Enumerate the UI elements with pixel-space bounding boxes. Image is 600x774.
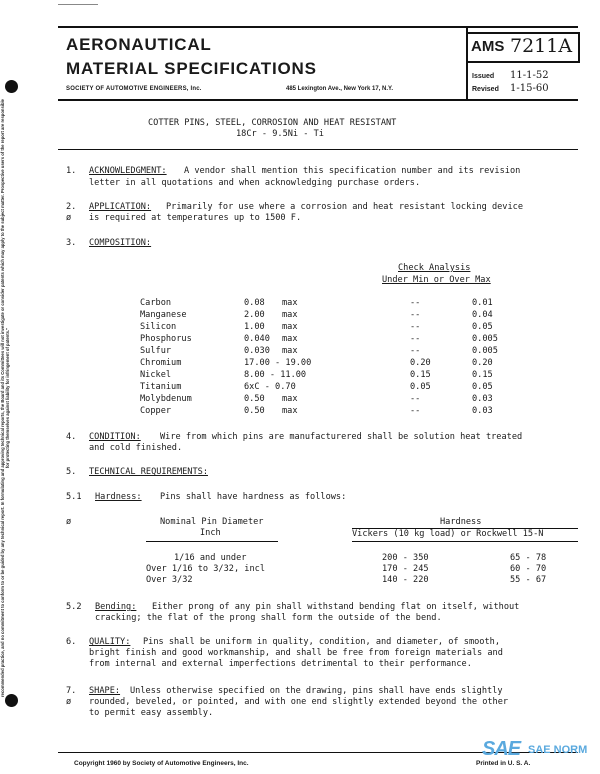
section-2-revision-mark: ø xyxy=(66,213,72,223)
comp-over-max: 0.005 xyxy=(472,346,498,356)
side-legal-notice: recommended practice, and no commitment to conform to or be guided by any technical report. In formulating and approving technical reports, the Board and its Committees will not investigate or consider patents which may apply to the subject matter. Prospective users of the report are responsible for protecting themselves against liability for infringement of patents." xyxy=(0,99,11,697)
section-5-2-line1: Either prong of any pin shall withstand bending flat on itself, without xyxy=(152,602,520,612)
comp-element: Sulfur xyxy=(140,346,172,356)
comp-element: Titanium xyxy=(140,382,182,392)
header-bottom-rule xyxy=(58,99,578,101)
comp-element: Phosphorus xyxy=(140,334,192,344)
section-1-line1: A vendor shall mention this specification number and its revision xyxy=(184,166,521,176)
title-rule xyxy=(58,149,578,150)
comp-limit: max xyxy=(282,310,298,320)
section-3-heading: COMPOSITION: xyxy=(89,238,152,248)
comp-over-max: 0.04 xyxy=(472,310,493,320)
comp-value: 1.00 xyxy=(244,322,265,332)
comp-limit: max xyxy=(282,406,298,416)
society-name: SOCIETY OF AUTOMOTIVE ENGINEERS, Inc. xyxy=(66,86,202,92)
comp-under-min: 0.15 xyxy=(410,370,431,380)
comp-value: 0.040 xyxy=(244,334,270,344)
section-3-number: 3. xyxy=(66,238,77,248)
hardness-col1-header-l2: Inch xyxy=(200,528,221,538)
section-5-heading: TECHNICAL REQUIREMENTS: xyxy=(89,467,208,477)
section-1-heading: ACKNOWLEDGMENT: xyxy=(89,166,167,176)
doc-title-line1: COTTER PINS, STEEL, CORROSION AND HEAT RESISTANT xyxy=(148,118,397,128)
comp-over-max: 0.03 xyxy=(472,406,493,416)
section-5-number: 5. xyxy=(66,467,77,477)
revised-date: 1-15-60 xyxy=(510,83,549,94)
comp-under-min: -- xyxy=(410,310,421,320)
comp-element: Molybdenum xyxy=(140,394,192,404)
footer-printed: Printed in U. S. A. xyxy=(476,760,531,767)
society-address: 485 Lexington Ave., New York 17, N.Y. xyxy=(286,86,394,92)
comp-value: 0.50 xyxy=(244,406,265,416)
section-7-line1: Unless otherwise specified on the drawing, pins shall have ends slightly xyxy=(130,686,503,696)
sae-norm-watermark: SAE NORM xyxy=(528,744,588,756)
section-5-1-text: Pins shall have hardness as follows: xyxy=(160,492,347,502)
section-2-line1: Primarily for use where a corrosion and heat resistant locking device xyxy=(166,202,523,212)
punch-hole-top xyxy=(5,80,18,93)
comp-over-max: 0.05 xyxy=(472,382,493,392)
hardness-vickers: 170 - 245 xyxy=(382,564,429,574)
hardness-col2-header: Hardness xyxy=(440,517,482,527)
comp-value: 8.00 - 11.00 xyxy=(244,370,307,380)
comp-over-max: 0.20 xyxy=(472,358,493,368)
comp-under-min: 0.05 xyxy=(410,382,431,392)
section-5-1-revision-mark: ø xyxy=(66,517,72,527)
hardness-col1-header-l1: Nominal Pin Diameter xyxy=(160,517,264,527)
comp-value: 0.030 xyxy=(244,346,270,356)
section-7-number: 7. xyxy=(66,686,77,696)
comp-limit: max xyxy=(282,394,298,404)
punch-hole-bottom xyxy=(5,694,18,707)
issued-label: Issued xyxy=(472,73,495,80)
comp-over-max: 0.15 xyxy=(472,370,493,380)
hardness-diameter: Over 1/16 to 3/32, incl xyxy=(146,564,265,574)
comp-value: 6xC - 0.70 xyxy=(244,382,296,392)
comp-limit: max xyxy=(282,322,298,332)
title-aeronautical: AERONAUTICAL xyxy=(66,35,212,54)
scan-mark xyxy=(58,4,98,5)
comp-element: Copper xyxy=(140,406,172,416)
comp-element: Chromium xyxy=(140,358,182,368)
comp-value: 0.50 xyxy=(244,394,265,404)
comp-over-max: 0.03 xyxy=(472,394,493,404)
section-4-heading: CONDITION: xyxy=(89,432,141,442)
section-6-line2: bright finish and good workmanship, and shall be free from foreign materials and xyxy=(89,648,503,658)
comp-limit: max xyxy=(282,334,298,344)
section-6-line3: from internal and external imperfections detrimental to their performance. xyxy=(89,659,472,669)
revised-label: Revised xyxy=(472,86,499,93)
hardness-col2-rule xyxy=(352,541,578,542)
title-material-specifications: MATERIAL SPECIFICATIONS xyxy=(66,59,317,78)
comp-element: Nickel xyxy=(140,370,172,380)
section-7-line3: to permit easy assembly. xyxy=(89,708,214,718)
comp-limit: max xyxy=(282,346,298,356)
header-top-rule xyxy=(58,26,578,28)
hardness-rockwell: 60 - 70 xyxy=(510,564,547,574)
section-7-line2: rounded, beveled, or pointed, and with one end slightly extended beyond the other xyxy=(89,697,509,707)
section-2-number: 2. xyxy=(66,202,77,212)
section-5-1-heading: Hardness: xyxy=(95,492,142,502)
hardness-rockwell: 65 - 78 xyxy=(510,553,547,563)
comp-under-min: -- xyxy=(410,346,421,356)
section-6-heading: QUALITY: xyxy=(89,637,131,647)
comp-element: Carbon xyxy=(140,298,172,308)
doc-title-line2: 18Cr - 9.5Ni - Ti xyxy=(236,129,324,139)
comp-under-min: -- xyxy=(410,322,421,332)
section-7-revision-mark: ø xyxy=(66,697,72,707)
hardness-vickers: 140 - 220 xyxy=(382,575,429,585)
comp-over-max: 0.005 xyxy=(472,334,498,344)
hardness-diameter: 1/16 and under xyxy=(174,553,247,563)
under-over-header: Under Min or Over Max xyxy=(382,275,491,285)
ams-label: AMS xyxy=(471,38,505,55)
comp-under-min: -- xyxy=(410,394,421,404)
section-5-2-number: 5.2 xyxy=(66,602,82,612)
comp-under-min: -- xyxy=(410,406,421,416)
section-4-number: 4. xyxy=(66,432,77,442)
hardness-col2-subheader: Vickers (10 kg load) or Rockwell 15-N xyxy=(352,529,544,539)
comp-value: 17.00 - 19.00 xyxy=(244,358,312,368)
section-1-line2: letter in all quotations and when acknowledging purchase orders. xyxy=(89,178,421,188)
comp-element: Manganese xyxy=(140,310,187,320)
section-6-line1: Pins shall be uniform in quality, condition, and diameter, of smooth, xyxy=(143,637,500,647)
hardness-vickers: 200 - 350 xyxy=(382,553,429,563)
hardness-diameter: Over 3/32 xyxy=(146,575,193,585)
comp-over-max: 0.01 xyxy=(472,298,493,308)
section-4-line2: and cold finished. xyxy=(89,443,183,453)
comp-over-max: 0.05 xyxy=(472,322,493,332)
comp-value: 0.08 xyxy=(244,298,265,308)
check-analysis-header: Check Analysis xyxy=(398,263,471,273)
issued-date: 11-1-52 xyxy=(510,70,549,81)
section-4-line1: Wire from which pins are manufacturered shall be solution heat treated xyxy=(160,432,523,442)
section-7-heading: SHAPE: xyxy=(89,686,121,696)
hardness-rockwell: 55 - 67 xyxy=(510,575,547,585)
comp-under-min: -- xyxy=(410,334,421,344)
section-2-line2: is required at temperatures up to 1500 F. xyxy=(89,213,302,223)
hardness-col1-rule xyxy=(146,541,278,542)
comp-under-min: -- xyxy=(410,298,421,308)
section-5-1-number: 5.1 xyxy=(66,492,82,502)
footer-copyright: Copyright 1960 by Society of Automotive Engineers, Inc. xyxy=(74,760,249,767)
ams-number-box xyxy=(466,32,580,63)
section-2-heading: APPLICATION: xyxy=(89,202,152,212)
sae-logo: SAE xyxy=(482,738,521,760)
section-6-number: 6. xyxy=(66,637,77,647)
comp-under-min: 0.20 xyxy=(410,358,431,368)
comp-element: Silicon xyxy=(140,322,177,332)
comp-value: 2.00 xyxy=(244,310,265,320)
ams-number: 7211A xyxy=(510,35,573,57)
section-5-2-heading: Bending: xyxy=(95,602,137,612)
section-5-2-line2: cracking; the flat of the prong shall form the outside of the bend. xyxy=(95,613,442,623)
section-1-number: 1. xyxy=(66,166,77,176)
comp-limit: max xyxy=(282,298,298,308)
